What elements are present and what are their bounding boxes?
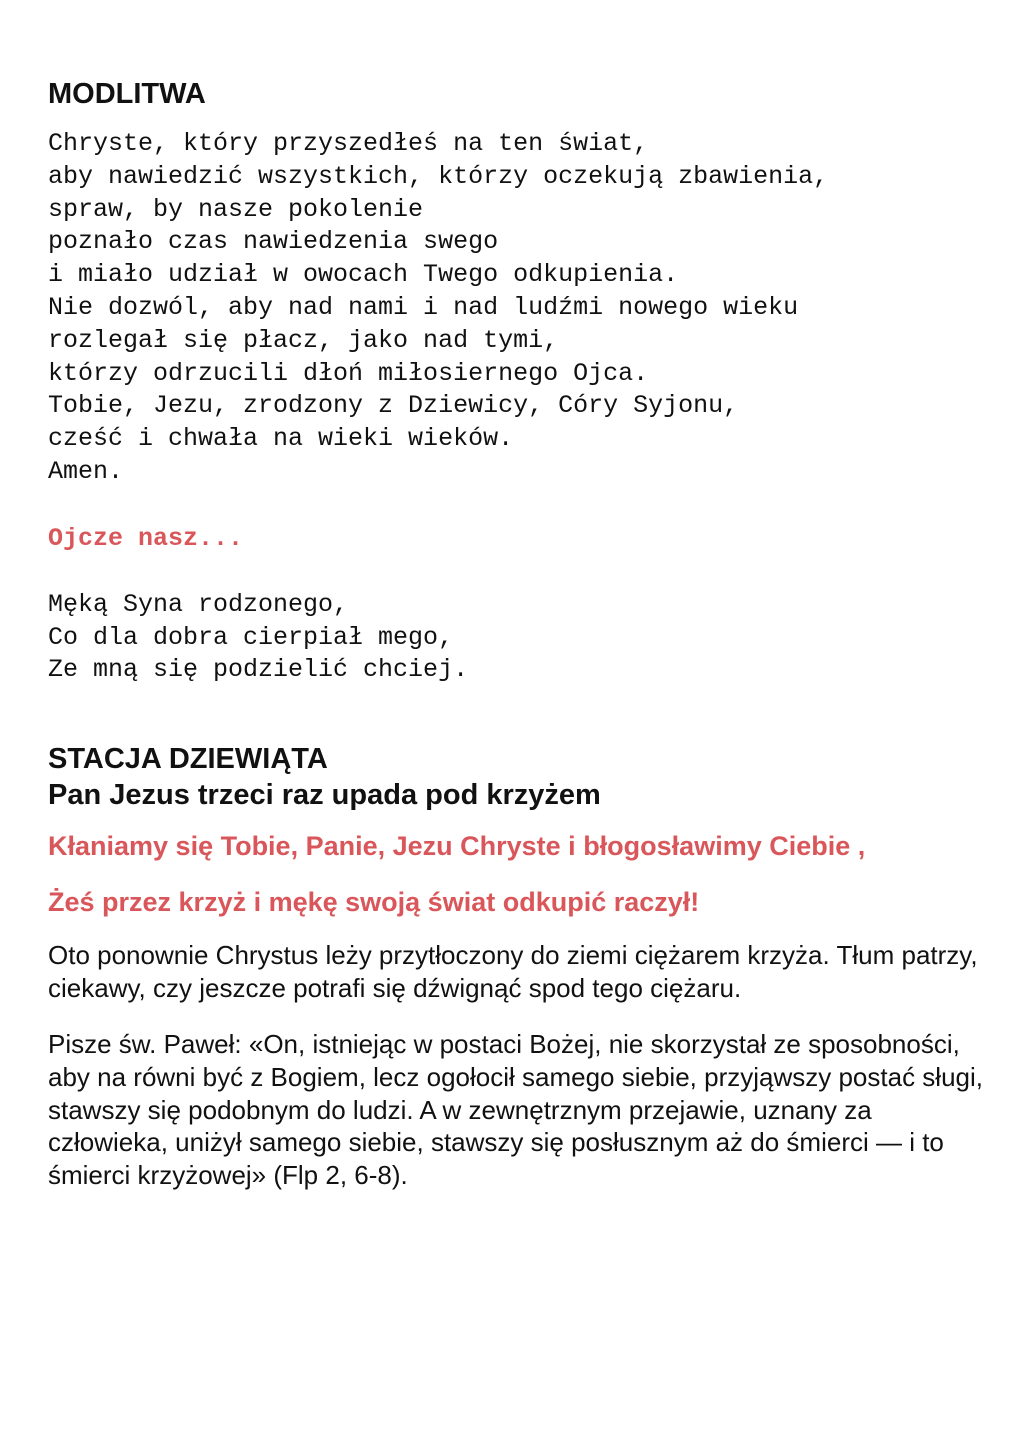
acclamation-line-2: Żeś przez krzyż i mękę swoją świat odkupić raczył!: [48, 887, 700, 918]
prayer-line: Chryste, który przyszedłeś na ten świat,: [48, 129, 649, 158]
prayer-line: aby nawiedzić wszystkich, którzy oczekują zbawienia,: [48, 161, 829, 191]
document-page: [48, 76, 988, 1191]
prayer-line: którzy odrzucili dłoń miłosiernego Ojca.: [48, 358, 649, 388]
prayer-line: poznało czas nawiedzenia swego: [48, 227, 499, 257]
prayer-heading: MODLITWA: [48, 78, 206, 110]
hymn-line: Męką Syna rodzonego,: [48, 589, 349, 619]
hymn-line: Co dla dobra cierpiał mego,: [48, 622, 454, 652]
acclamation-line-1: Kłaniamy się Tobie, Panie, Jezu Chryste i błogosławimy Ciebie ,: [48, 831, 866, 862]
prayer-text: [48, 128, 988, 489]
prayer-line: rozlegał się płacz, jako nad tymi,: [48, 325, 559, 355]
meditation-paragraph-2: Pisze św. Paweł: «On, istniejąc w postaci Bożej, nie skorzystał ze sposobności, aby na równi być z Bogiem, lecz ogołocił samego siebie, przyjąwszy postać sługi, stawszy się podobnym do ludzi. A w zewnętrznym przejawie, uznany za człowieka, uniżył samego siebie, stawszy się posłusznym aż do śmierci — i to śmierci krzyżowej» (Flp 2, 6-8).: [48, 1029, 983, 1190]
prayer-line: spraw, by nasze pokolenie: [48, 194, 424, 224]
prayer-line: i miało udział w owocach Twego odkupienia.: [48, 260, 679, 290]
prayer-line: cześć i chwała na wieki wieków.: [48, 424, 514, 454]
prayer-line: Nie dozwól, aby nad nami i nad ludźmi nowego wieku: [48, 292, 799, 322]
our-father-label: Ojcze nasz...: [48, 523, 244, 553]
hymn-text: [48, 589, 988, 687]
station-subtitle: Pan Jezus trzeci raz upada pod krzyżem: [48, 779, 601, 812]
station-title: STACJA DZIEWIĄTA: [48, 743, 328, 776]
meditation-paragraph-1: Oto ponownie Chrystus leży przytłoczony do ziemi ciężarem krzyża. Tłum patrzy, ciekawy, czy jeszcze potrafi się dźwignąć spod tego ciężaru.: [48, 940, 978, 1003]
hymn-line: Ze mną się podzielić chciej.: [48, 655, 469, 685]
prayer-line: Tobie, Jezu, zrodzony z Dziewicy, Córy Syjonu,: [48, 391, 739, 421]
prayer-line: Amen.: [48, 456, 124, 486]
